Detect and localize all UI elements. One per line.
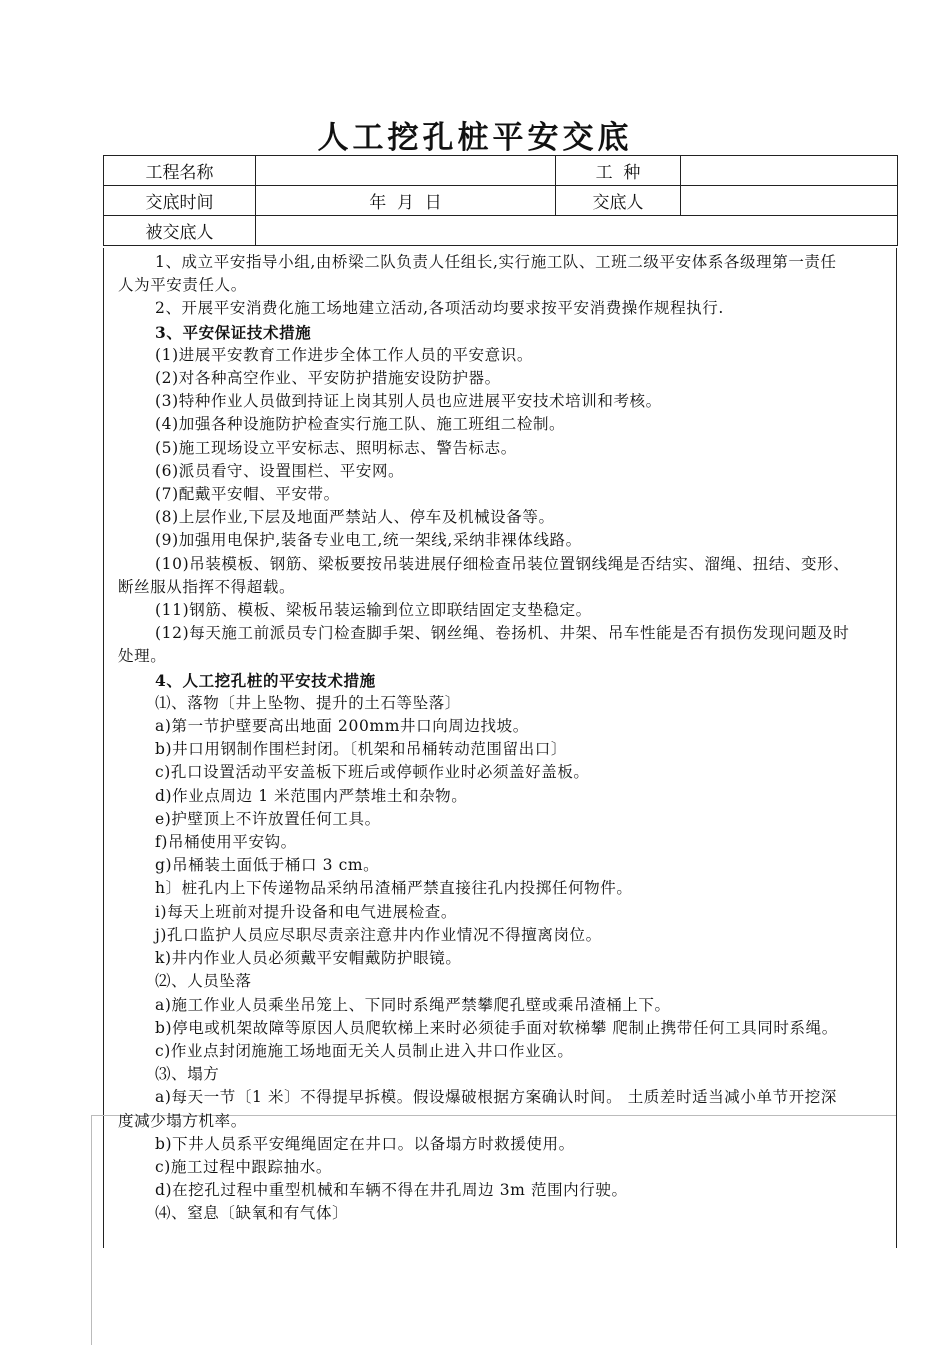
paragraph: 3、平安保证技术措施 [155, 322, 312, 342]
page-title: 人工挖孔桩平安交底 [317, 120, 633, 156]
paragraph: (5)施工现场设立平安标志、照明标志、警告标志。 [155, 438, 517, 457]
paragraph: k)井内作业人员必须戴平安帽戴防护眼镜。 [155, 949, 462, 968]
date-field: 年 月 日 [256, 186, 556, 216]
paragraph: a)第一节护壁要高出地面 200mm井口向周边找坡。 [155, 717, 529, 736]
paragraph: (7)配戴平安帽、平安带。 [155, 485, 340, 504]
paragraph: (4)加强各种设施防护检查实行施工队、施工班组二检制。 [155, 415, 566, 434]
table-row [104, 186, 898, 216]
paragraph: (2)对各种高空作业、平安防护措施安设防护器。 [155, 369, 501, 388]
paragraph: e)护壁顶上不许放置任何工具。 [155, 809, 381, 828]
recipient-field [256, 216, 898, 246]
paragraph: (8)上层作业,下层及地面严禁站人、停车及机械设备等。 [155, 508, 555, 527]
paragraph: (11)钢筋、模板、梁板吊装运输到位立即联结固定支垫稳定。 [155, 601, 592, 620]
date-label: 交底时间 [104, 186, 256, 216]
paragraph: b)停电或机架故障等原因人员爬软梯上来时必须徒手面对软梯攀 爬制止携带任何工具同时系绳。 [155, 1018, 838, 1037]
work-type-field [681, 156, 898, 186]
paragraph: (6)派员看守、设置围栏、平安网。 [155, 461, 405, 480]
paragraph: (3)特种作业人员做到持证上岗其别人员也应进展平安技术培训和考核。 [155, 392, 662, 411]
paragraph: ⑷、窒息〔缺氧和有气体〕 [155, 1204, 349, 1223]
paragraph: a)施工作业人员乘坐吊笼上、下同时系绳严禁攀爬孔壁或乘吊渣桶上下。 [155, 995, 671, 1014]
paragraph: d)在挖孔过程中重型机械和车辆不得在井孔周边 3m 范围内行驶。 [155, 1181, 628, 1200]
paragraph: ⑴、落物〔井上坠物、提升的土石等坠落〕 [155, 693, 461, 712]
paragraph: 4、人工挖孔桩的平安技术措施 [155, 670, 376, 690]
paragraph: i)每天上班前对提升设备和电气进展检查。 [155, 902, 458, 921]
paragraph: b)井口用钢制作围栏封闭。〔机架和吊桶转动范围留出口〕 [155, 740, 567, 759]
table-row [104, 216, 898, 246]
paragraph: g)吊桶装土面低于桶口 3 cm。 [155, 856, 380, 875]
paragraph: 1、成立平安指导小组,由桥梁二队负责人任组长,实行施工队、工班二级平安体系各级理第一责任人为平安责任人。 [118, 253, 837, 295]
paragraph: (12)每天施工前派员专门检查脚手架、钢丝绳、卷扬机、井架、吊车性能是否有损伤发现问题及时处理。 [118, 624, 850, 666]
paragraph: (1)进展平安教育工作进步全体工作人员的平安意识。 [155, 345, 533, 364]
paragraph: a)每天一节〔1 米〕不得提早拆模。假设爆破根据方案确认时间。 土质差时适当减小单节开挖深度减少塌方机率。 [118, 1088, 838, 1130]
recipient-label: 被交底人 [104, 216, 256, 246]
info-table [103, 155, 898, 246]
paragraph: d)作业点周边 1 米范围内严禁堆土和杂物。 [155, 786, 468, 805]
paragraph: f)吊桶使用平安钩。 [155, 833, 297, 852]
paragraph: c)孔口设置活动平安盖板下班后或停顿作业时必须盖好盖板。 [155, 763, 590, 782]
paragraph: c)作业点封闭施施工场地面无关人员制止进入井口作业区。 [155, 1041, 574, 1060]
paragraph: ⑵、人员坠落 [155, 972, 252, 991]
paragraph: (10)吊装模板、钢筋、梁板要按吊装进展仔细检查吊装位置钢线绳是否结实、溜绳、扭结、变形、断丝服从指挥不得超载。 [118, 554, 850, 596]
paragraph: 2、开展平安消费化施工场地建立活动,各项活动均要求按平安消费操作规程执行. [155, 299, 724, 318]
project-name-label: 工程名称 [104, 156, 256, 186]
paragraph: ⑶、塌方 [155, 1065, 220, 1084]
briefer-field [681, 186, 898, 216]
paragraph: j)孔口监护人员应尽职尽责亲注意井内作业情况不得擅离岗位。 [155, 925, 602, 944]
project-name-field [256, 156, 556, 186]
paragraph: b)下井人员系平安绳绳固定在井口。以备塌方时救援使用。 [155, 1134, 575, 1153]
work-type-label: 工 种 [556, 156, 681, 186]
paragraph: h〕桩孔内上下传递物品采纳吊渣桶严禁直接往孔内投掷任何物件。 [155, 879, 633, 898]
briefer-label: 交底人 [556, 186, 681, 216]
paragraph: c)施工过程中跟踪抽水。 [155, 1157, 332, 1176]
table-row [104, 156, 898, 186]
briefing-content [118, 251, 852, 1226]
paragraph: (9)加强用电保护,装备专业电工,统一架线,采纳非裸体线路。 [155, 531, 582, 550]
